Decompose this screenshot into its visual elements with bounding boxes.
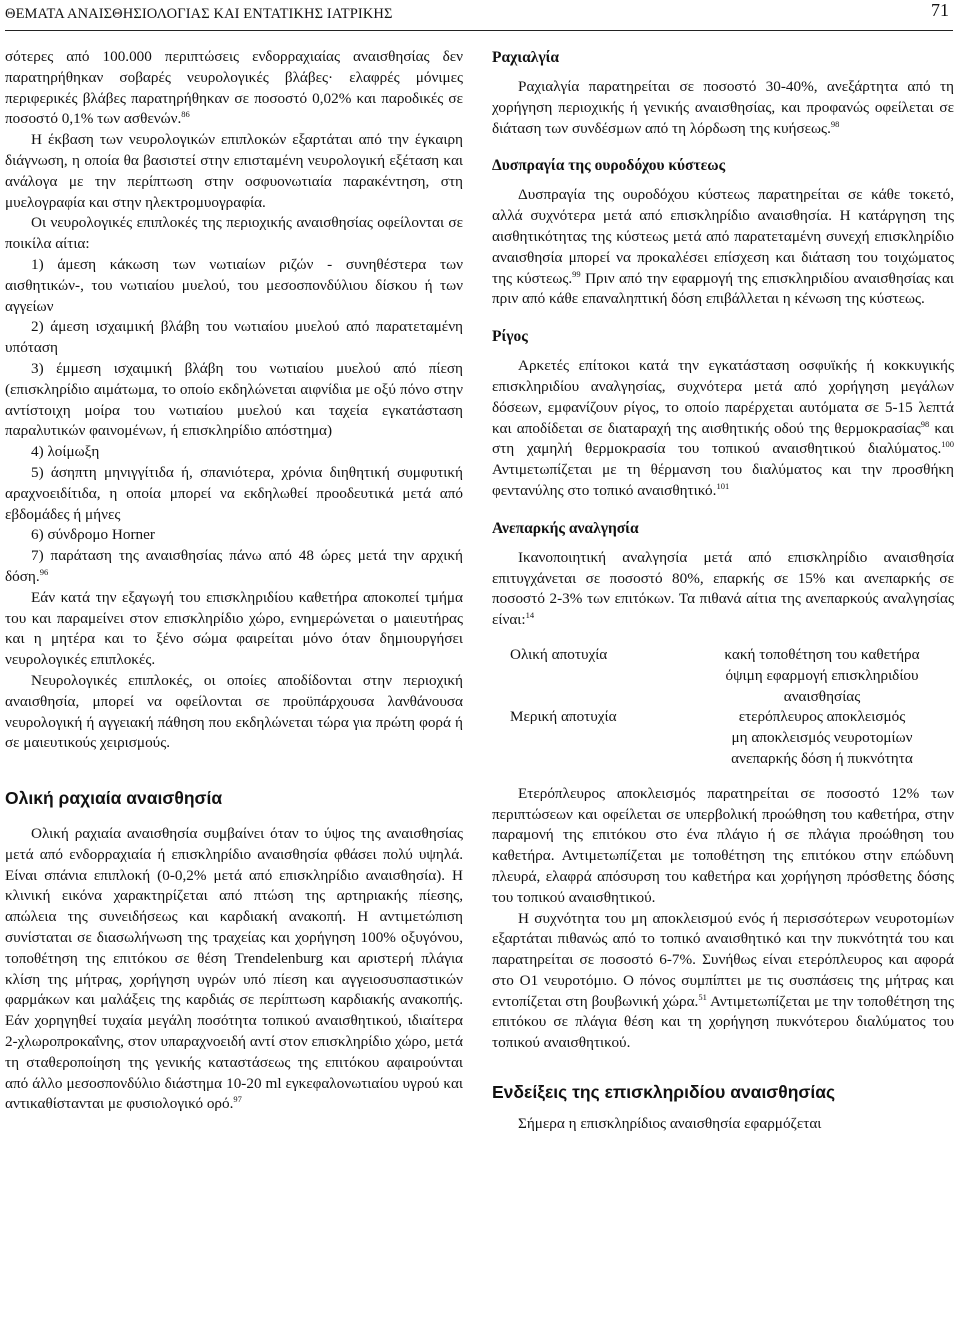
citation: 86 [181, 109, 190, 120]
citation: 98 [830, 118, 840, 129]
paragraph-dysuria: Δυσπραγία της ουροδόχου κύστεως παρατηρείται σε κάθε τοκετό, αλλά συχνότερα μετά από επισκληρίδιο αναισθησία. Η κατάργηση της αισθητικότητας της κύστεως μετά από παρατεταμένη συνεχή επισκληρίδιο αναισθησία μπορεί να προκαλέσει επίσχεση και διάταση του τοιχώματος της κύστεως.$^{99}$ Πριν από την εφαρμογή της επισκληριδίου αναισθησίας και πριν από κάθε επαναληπτική δόση επιβάλλεται η κένωση της κύστεως. [492, 186, 954, 308]
section-heading-indications: Ενδείξεις της επισκληριδίου αναισθησίας [492, 1082, 836, 1103]
paragraph-outcome: Η έκβαση των νευρολογικών επιπλοκών εξαρτάται από την έγκαιρη διάγνωση, η οποία θα βασιστεί στην επισταμένη νευρολογική εξέταση και ανάλογα με την περίπτωση στην οσφυονωτιαία παρακέντηση, στη μυελογραφία και στην ηλεκτρομυογραφία. [5, 131, 463, 211]
list-item: 2) άμεση ισχαιμική βλάβη του νωτιαίου μυελού από παρατεταμένη υπόταση [5, 318, 463, 357]
page-number: 71 [931, 0, 949, 20]
list-item: 7) παράταση της αναισθησίας πάνω από 48 ώρες μετά την αρχική δόση.$^{96}$ [5, 547, 463, 585]
paragraph-unilateral: Ετερόπλευρος αποκλεισμός παρατηρείται σε ποσοστό 12% των περιπτώσεων και οφείλεται σε υπερβολική προώθηση του καθετήρα, στην παραμονή της επιτόκου στο ένα πλάγιο ή σε πλάγια προώθηση του καθετήρα. Αντιμετωπίζεται με τοποθέτηση της επιτόκου στην επώδυνη πλευρά, ελαφρά απόσυρση του καθετήρα και χορήγηση πρόσθετης δόσης του τοπικού αναισθητικού. [492, 784, 954, 906]
paragraph-causes-intro: Οι νευρολογικές επιπλοκές της περιοχικής αναισθησίας οφείλονται σε ποικίλα αίτια: [5, 214, 463, 253]
list-item: 6) σύνδρομο Horner [31, 526, 155, 544]
section-heading-rachialgia: Ραχιαλγία [492, 49, 560, 66]
paragraph-analgesia: Ικανοποιητική αναλγησία μετά από επισκληρίδιο αναισθησία επιτυγχάνεται σε ποσοστό 80%, επαρκής σε 15% και ανεπαρκής σε ποσοστό 2-3% των επιτόκων. Τα πιθανά αίτια της ανεπαρκούς αναλγησίας είναι:$^{14}$ [492, 548, 954, 629]
causes-list [5, 255, 463, 588]
citation: 100 [941, 439, 954, 450]
citation: 101 [716, 480, 730, 491]
table-row [492, 645, 954, 707]
cause-label: Μερική αποτυχία [510, 708, 617, 726]
citation: 97 [233, 1094, 242, 1105]
journal-title: ΘΕΜΑΤΑ ΑΝΑΙΣΘΗΣΙΟΛΟΓΙΑΣ ΚΑΙ ΕΝΤΑΤΙΚΗΣ ΙΑΤΡΙΚΗΣ [5, 6, 393, 22]
paragraph-rachialgia: Ραχιαλγία παρατηρείται σε ποσοστό 30-40%, ανεξάρτητα από τη χορήγηση περιοχικής ή γενικής αναισθησίας, και προφανώς οφείλεται σε διάταση των συνδέσμων από τη λόρδωση της κυήσεως.$^{98}$ [492, 78, 954, 137]
causes-table [492, 645, 954, 770]
citation: 96 [39, 566, 49, 577]
section-heading-analgesia: Ανεπαρκής αναλγησία [492, 519, 639, 537]
citation: 14 [525, 610, 535, 621]
paragraph-segment: Η συχνότητα του μη αποκλεισμού ενός ή περισσότερων νευροτομίων εξαρτάται πιθανώς από το τοπικό αναισθητικό και την πυκνότητά του και παρατηρείται σε ποσοστό 6-7%. Συνήθως είναι ετερόπλευρος και αφορά στο Ο1 νευροτόμιο. Ο πόνος συμπίπτει με τις συσπάσεις της μήτρας και εντοπίζεται στη βουβωνική χώρα.$^{51}$ Αντιμετωπίζεται με την τοποθέτηση της επιτόκου σε πλάγια θέση και τη χορήγηση πυκνότερου διαλύματος του τοπικού αναισθητικού. [492, 909, 954, 1052]
cause-items: κακή τοποθέτηση του καθετήρα όψιμη εφαρμογή επισκληριδίου αναισθησίας [724, 645, 920, 705]
paragraph-indications: Σήμερα η επισκληρίδιος αναισθησία εφαρμόζεται [518, 1115, 822, 1133]
paragraph-preexisting: Νευρολογικές επιπλοκές, οι οποίες αποδίδονται στην περιοχική αναισθησία, μπορεί να οφείλονται σε προϋπάρχουσα λανθάνουσα νευρολογική ή αγγειακή πάθηση που εκδηλώνεται τώρα για πρώτη φορά ή σε μαιευτικούς χειρισμούς. [5, 671, 463, 752]
paragraph-catheter: Εάν κατά την εξαγωγή του επισκληριδίου καθετήρα αποκοπεί τμήμα του και παραμείνει στον επισκληρίδιο χώρο, ενημερώνεται ο μαιευτήρας και η μητέρα και το ξένο σώμα φαιρείται μόνο όταν δημιουργήσει νευρολογικές επιπλοκές. [5, 588, 463, 669]
section-heading-dysuria: Δυσπραγία της ουροδόχου κύστεως [492, 157, 726, 175]
list-item: 4) λοίμωξη [31, 443, 100, 461]
list-item: 1) άμεση κάκωση των νωτιαίων ριζών - συνηθέστερα των αισθητικών-, του νωτιαίου μυελού, του μεσοσπονδύλιου δίσκου ή των αγγείων [5, 255, 463, 315]
section-heading-rigos: Ρίγος [492, 328, 528, 346]
table-row [492, 707, 954, 769]
list-item: 3) έμμεση ισχαιμική βλάβη του νωτιαίου μυελού από πίεση (επισκληρίδιο αιμάτωμα, το οποίο εκδηλώνεται αιφνίδια με οξύ πόνο στην αντίστοιχη μοίρα του νωτιαίου μυελού και ταχεία εγκατάσταση παραλυτικών φαινομένων, ή επισκληρίδιο απόστημα) [5, 359, 463, 440]
citation: 51 [698, 991, 707, 1002]
cause-label: Ολική αποτυχία [510, 645, 608, 663]
cause-items: ετερόπλευρος αποκλεισμός μη αποκλεισμός νευροτομίων ανεπαρκής δόση ή πυκνότητα [731, 708, 913, 767]
citation: 98 [920, 418, 930, 429]
list-item: 5) άσηπτη μηνιγγίτιδα ή, σπανιότερα, χρόνια διηθητική συμφυτική αραχνοειδίτιδα, η οποία μπορεί να εκδηλωθεί προοδευτικά μετά από εβδομάδες ή μήνες [5, 463, 463, 523]
running-header [5, 0, 953, 31]
right-column [492, 47, 954, 1135]
paragraph-total-spinal: Ολική ραχιαία αναισθησία συμβαίνει όταν το ύψος της αναισθησίας μετά από ενδορραχιαία ή επισκληρίδιο αναισθησία φθάσει πολύ υψηλά. Είναι σπάνια επιπλοκή (0-0,2% μετά από επισκληρίδιο αναισθησία). Η κλινική εικόνα χαρακτηρίζεται από πτώση της αρτηριακής πίεσης, απώλεια της συνειδήσεως και καρδιακή ανακοπή. Η αντιμετώπιση συνίσταται σε διασωλήνωση της τραχείας και χορήγηση 100% οξυγόνου, τοποθέτηση της επιτόκου σε θέση Trendelenburg και αριστερή πλάγια κλίση της μήτρας, χορήγηση υγρών υπό πίεση και αγγειοσυσπαστικών φαρμάκων και μαλάξεις της καρδιάς σε περίπτωση καρδιακής ανακοπής. Εάν χορηγηθεί τυχαία μεγάλη ποσότητα τοπικού αναισθητικού, ιδιαίτερα 2-χλωροπροκαΐνης, στον υπαραχνοειδή αντί στον επισκληρίδιο χώρο, μετά τη σταθεροποίηση της γενικής καταστάσεως της επιτόκου αφαιρούνται από άλλο μεσοσπονδύλιο διάστημα 10-20 ml εγκεφαλονωτιαίου υγρού και αντικαθίστανται με φυσιολογικό ορό.$^{97}$ [5, 825, 463, 1113]
section-heading-total-spinal: Ολική ραχιαία αναισθησία [5, 788, 223, 809]
left-column [5, 47, 463, 1115]
citation: 99 [572, 268, 581, 279]
paragraph-rigos: Αρκετές επίτοκοι κατά την εγκατάσταση οσφυϊκής ή κοκκυγικής επισκληριδίου αναλγησίας, συχνότερα μετά από χορήγηση μεγάλων δόσεων, εμφανίζουν ρίγος, το οποίο παρέρχεται αυτόματα σε 5-15 λεπτά και αποδίδεται σε διαταραχή της αισθητικής οδού της θερμοκρασίας$^{98}$ και στη χαμηλή θερμοκρασία του τοπικού αναισθητικού διαλύματος.$^{100}$ Αντιμετωπίζεται με τη θέρμανση του διαλύματος και την προσθήκη φεντανύλης στο τοπικό αναισθητικό.$^{101}$ [492, 357, 954, 499]
paragraph-intro: σότερες από 100.000 περιπτώσεις ενδορραχιαίας αναισθησίας δεν παρατηρήθηκαν σοβαρές νευρολογικές βλάβες· ελαφρές μόνιμες περιφερικές βλάβες παρατηρήθηκαν σε ποσοστό 0,02% και παροδικές σε ποσοστό 0,1% των ασθενών.$^{86}$ [5, 48, 463, 128]
